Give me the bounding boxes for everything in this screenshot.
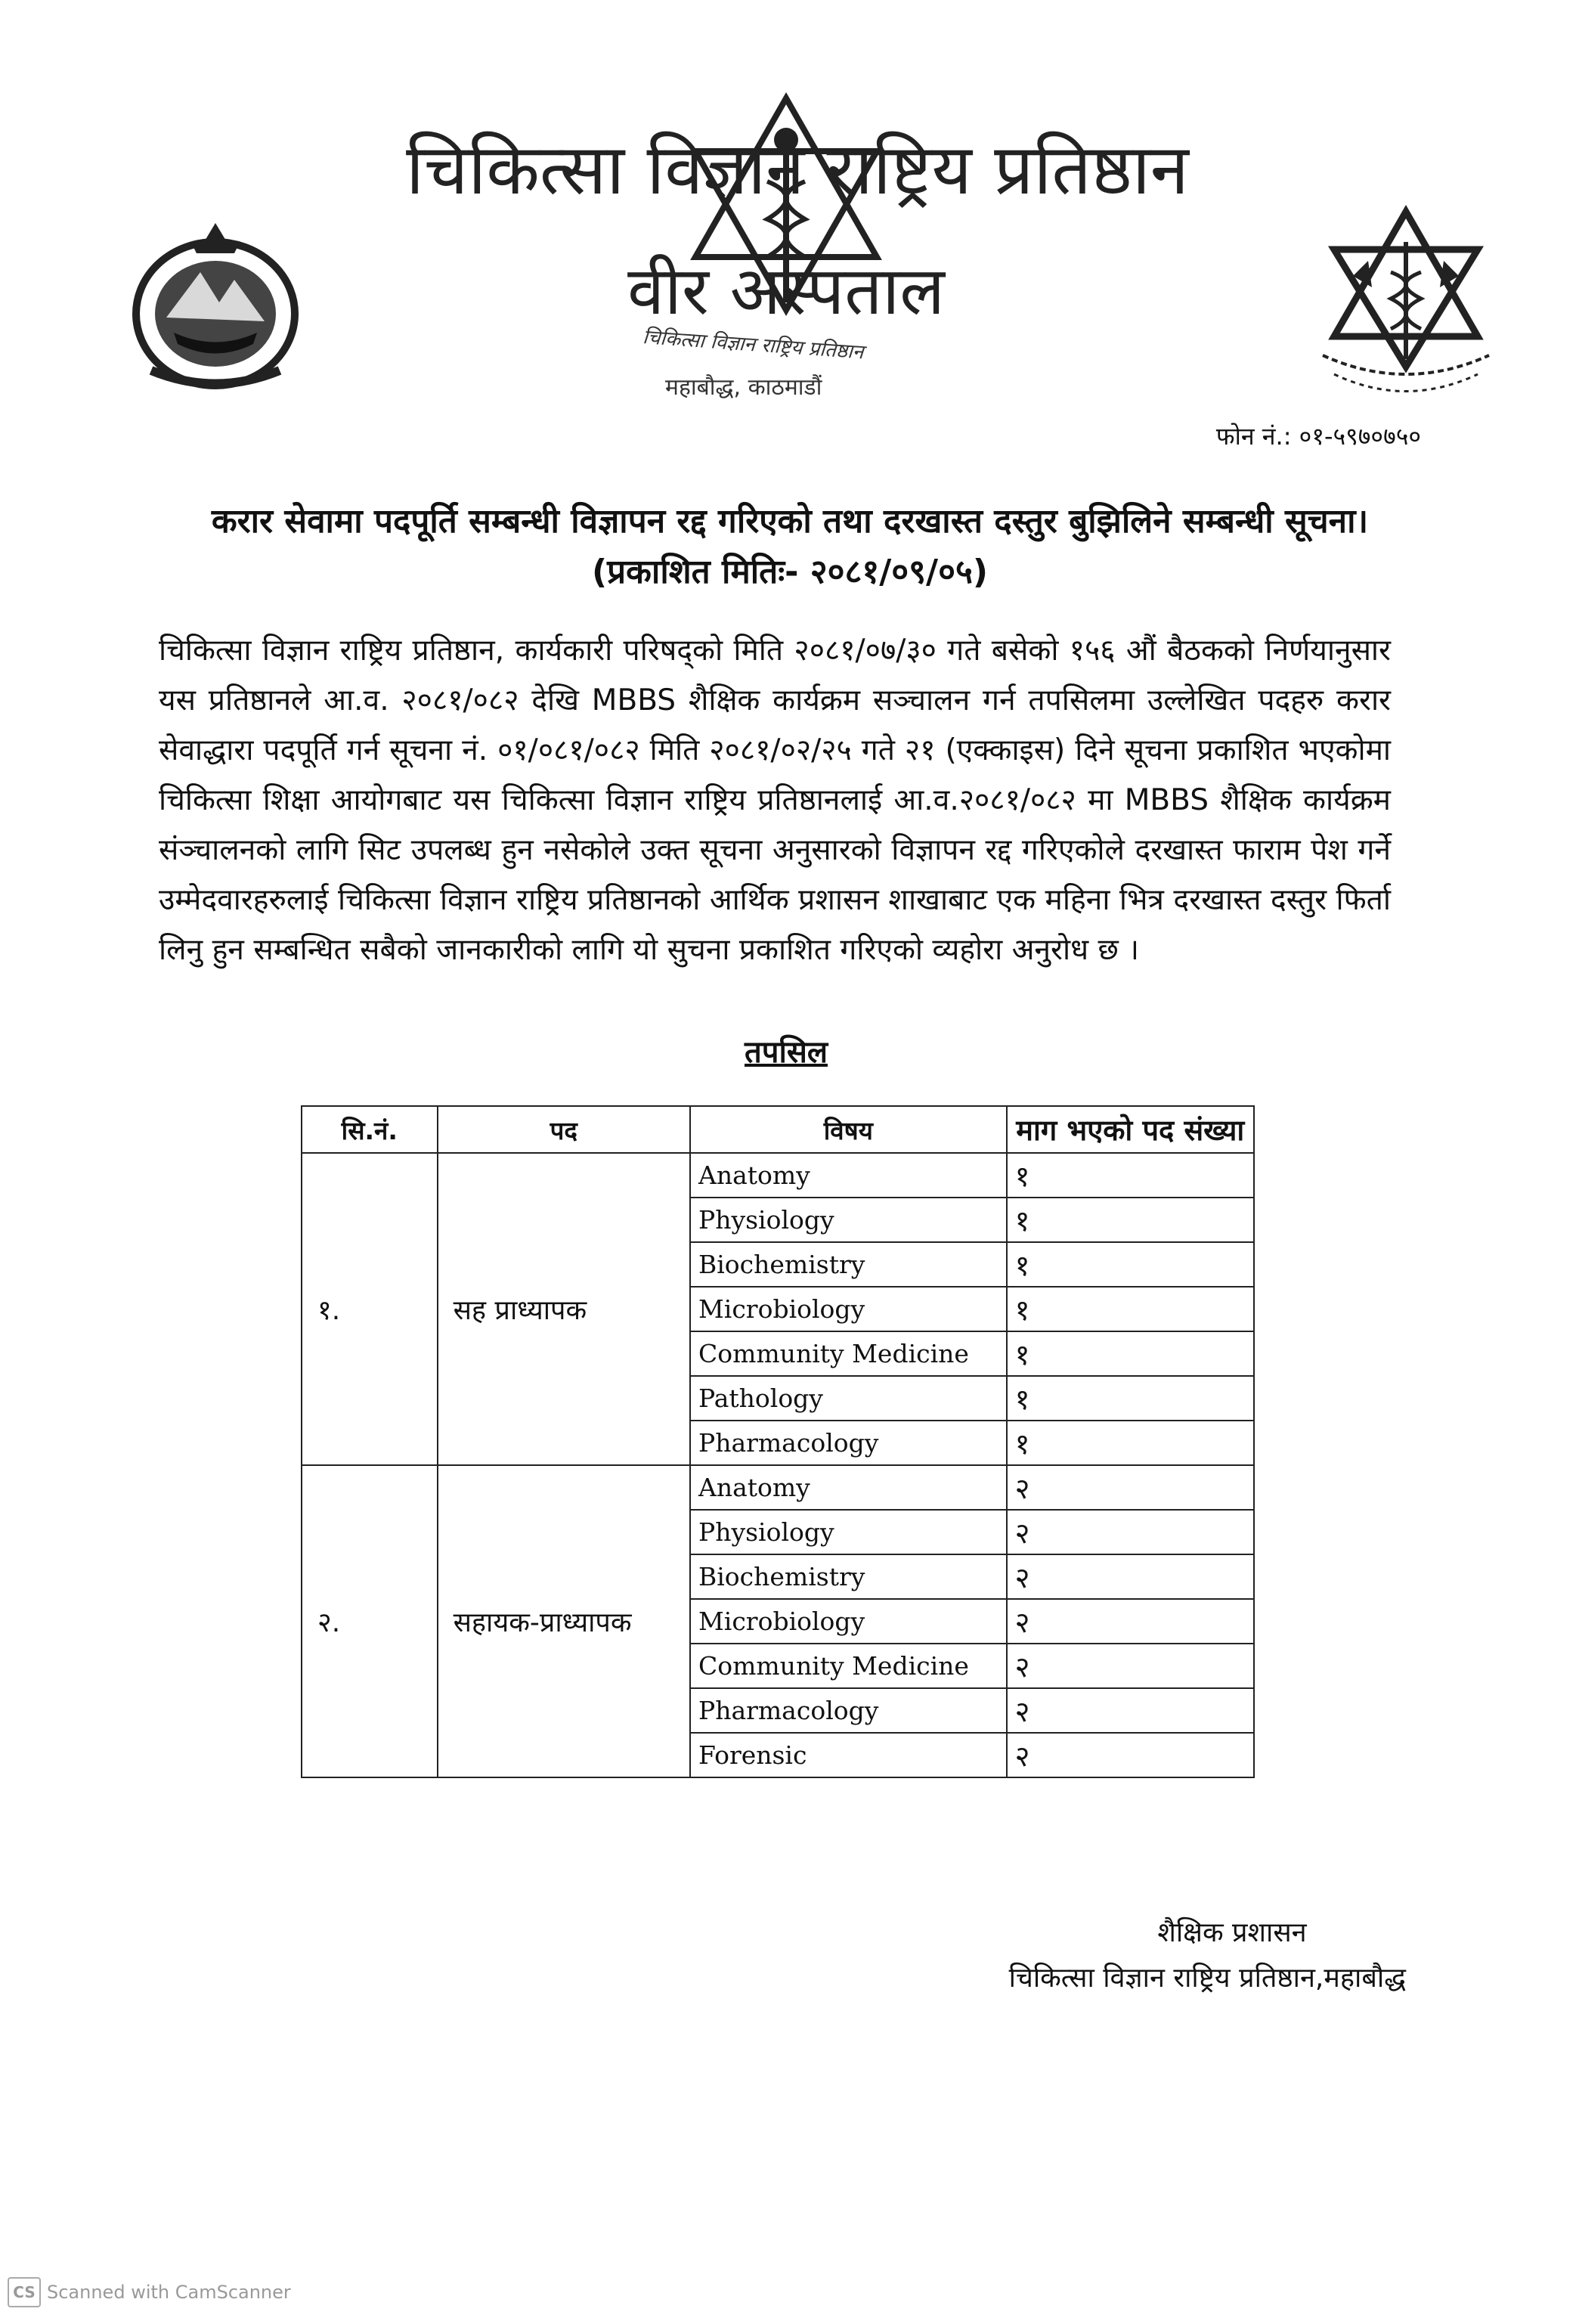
published-date: (प्रकाशित मितिः- २०८१/०९/०५) — [592, 553, 988, 591]
count-cell: २ — [1007, 1733, 1254, 1777]
count-cell: १ — [1007, 1242, 1254, 1287]
group-sn: २. — [302, 1465, 438, 1777]
count-cell: २ — [1007, 1510, 1254, 1554]
count-cell: २ — [1007, 1599, 1254, 1644]
subject-cell: Anatomy — [690, 1465, 1007, 1510]
subject-cell: Pharmacology — [690, 1421, 1007, 1465]
table-row — [302, 1465, 1254, 1510]
group-sn: १. — [302, 1153, 438, 1465]
table-header-row — [302, 1106, 1254, 1153]
stamp-text-line1: चिकित्सा विज्ञान राष्ट्रिय प्रतिष्ठान — [642, 326, 865, 364]
count-cell: २ — [1007, 1688, 1254, 1733]
nepal-emblem-icon — [121, 219, 310, 393]
count-cell: २ — [1007, 1465, 1254, 1510]
count-cell: १ — [1007, 1153, 1254, 1198]
nams-logo-icon — [1308, 204, 1504, 423]
count-cell: १ — [1007, 1198, 1254, 1242]
schedule-heading: तपसिल — [744, 1035, 828, 1070]
header-count: माग भएको पद संख्या — [1007, 1106, 1254, 1153]
phone-number: फोन नं.: ०१-५९७०७५० — [1215, 422, 1421, 451]
count-cell: १ — [1007, 1421, 1254, 1465]
header-subject: विषय — [690, 1106, 1007, 1153]
camscanner-icon: CS — [8, 2277, 41, 2307]
scanner-watermark — [8, 2277, 385, 2307]
subject-cell: Pharmacology — [690, 1688, 1007, 1733]
subject-cell: Physiology — [690, 1510, 1007, 1554]
subject-cell: Anatomy — [690, 1153, 1007, 1198]
signature-department: शैक्षिक प्रशासन — [1157, 1917, 1307, 1948]
stamp-text-line2: महाबौद्ध, काठमाडौं — [665, 374, 822, 401]
subject-cell: Biochemistry — [690, 1554, 1007, 1599]
subject-cell: Microbiology — [690, 1599, 1007, 1644]
header-post: पद — [438, 1106, 690, 1153]
count-cell: १ — [1007, 1376, 1254, 1421]
signature-institution: चिकित्सा विज्ञान राष्ट्रिय प्रतिष्ठान,महाबौद्ध — [1008, 1963, 1406, 1994]
notice-body: चिकित्सा विज्ञान राष्ट्रिय प्रतिष्ठान, कार्यकारी परिषद्को मिति २०८१/०७/३० गते बसेको १५६ औं बैठकको निर्णयानुसार यस प्रतिष्ठानले आ.व. २०८१/०८२ देखि MBBS शैक्षिक कार्यक्रम सञ्चालन गर्न तपसिलमा उल्लेखित पदहरु करार सेवाद्धारा पदपूर्ति गर्न सूचना नं. ०१/०८१/०८२ मिति २०८१/०२/२५ गते २१ (एक्काइस) दिने सूचना प्रकाशित भएकोमा चिकित्सा शिक्षा आयोगबाट यस चिकित्सा विज्ञान राष्ट्रिय प्रतिष्ठानलाई आ.व.२०८१/०८२ मा MBBS शैक्षिक कार्यक्रम संञ्चालनको लागि सिट उपलब्ध हुन नसेकोले उक्त सूचना अनुसारको विज्ञापन रद्द गरिएकोले दरखास्त फाराम पेश गर्ने उम्मेदवारहरुलाई चिकित्सा विज्ञान राष्ट्रिय प्रतिष्ठानको आर्थिक प्रशासन शाखाबाट एक महिना भित्र दरखास्त दस्तुर फिर्ता लिनु हुन सम्बन्धित सबैको जानकारीको लागि यो सुचना प्रकाशित गरिएको व्यहोरा अनुरोध छ । — [159, 634, 1391, 967]
hospital-title: वीर अस्पताल — [627, 252, 945, 330]
subject-cell: Community Medicine — [690, 1331, 1007, 1376]
subject-cell: Pathology — [690, 1376, 1007, 1421]
count-cell: १ — [1007, 1287, 1254, 1331]
scanner-text: Scanned with CamScanner — [47, 2282, 291, 2303]
group-post: सहायक-प्राध्यापक — [438, 1465, 690, 1777]
table-row — [302, 1153, 1254, 1198]
subject-cell: Physiology — [690, 1198, 1007, 1242]
count-cell: १ — [1007, 1331, 1254, 1376]
group-post: सह प्राध्यापक — [438, 1153, 690, 1465]
subject-cell: Microbiology — [690, 1287, 1007, 1331]
subject-cell: Biochemistry — [690, 1242, 1007, 1287]
count-cell: २ — [1007, 1644, 1254, 1688]
header-sn: सि.नं. — [302, 1106, 438, 1153]
count-cell: २ — [1007, 1554, 1254, 1599]
posts-table — [301, 1105, 1255, 1778]
institution-title: चिकित्सा विज्ञान राष्ट्रिय प्रतिष्ठान — [406, 129, 1189, 210]
subject-cell: Community Medicine — [690, 1644, 1007, 1688]
subject-cell: Forensic — [690, 1733, 1007, 1777]
notice-subject: करार सेवामा पदपूर्ति सम्बन्धी विज्ञापन रद्द गरिएको तथा दरखास्त दस्तुर बुझिलिने सम्बन्धी सूचना। — [211, 502, 1369, 541]
